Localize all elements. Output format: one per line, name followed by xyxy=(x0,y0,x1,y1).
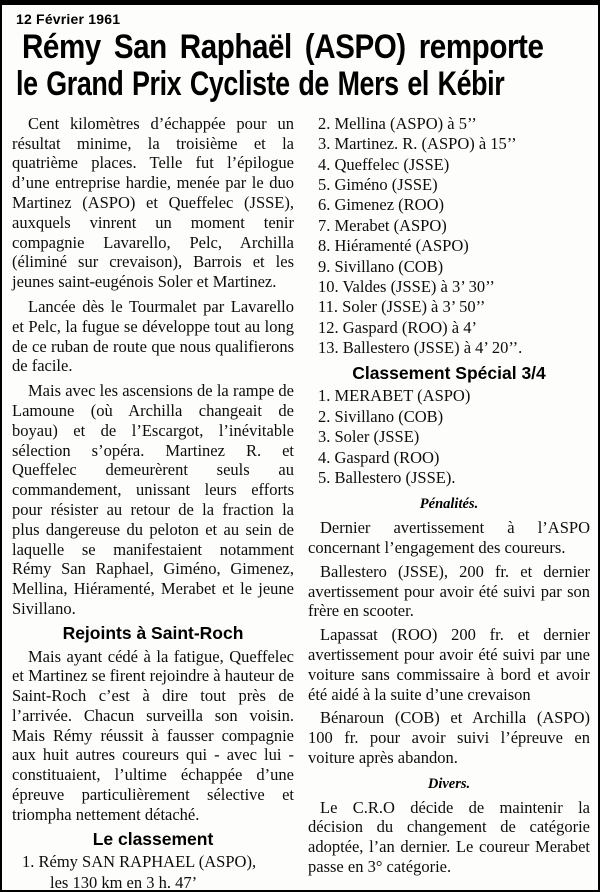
article-headline xyxy=(16,29,592,104)
subheading-classement-special: Classement Spécial 3/4 xyxy=(352,362,546,383)
headline-line-2: le Grand Prix Cycliste de Mers el Kébir xyxy=(16,65,505,104)
special-result-item: 3. Soler (JSSE) xyxy=(318,427,420,447)
paragraph-intro: Cent kilomètres d’échappée pour un résultat minime, la troisième et la quatrième places. Telle fut l’épilogue d’une entreprise hardie, menée par le duo Martinez (ASPO) et Queffelec (JSSE), auxquels vinrent un moment tenir compagnie Lavarello, Pelc, Archilla (éliminé sur crevaison), Barrois et les jeunes saint-eugénois Soler et Martinez. xyxy=(12,113,294,292)
result-item: 12. Gaspard (ROO) à 4’ xyxy=(318,317,477,337)
result-item: 9. Sivillano (COB) xyxy=(318,256,444,276)
special-result-item: 1. MERABET (ASPO) xyxy=(318,386,471,406)
subheading-penalites: Pénalités. xyxy=(419,496,479,513)
divers-paragraph: Le C.R.O décide de maintenir la décision du changement de catégorie adoptée, l’an dernier. Le coureur Merabet passe en 3° catégorie. xyxy=(308,797,590,877)
subheading-classement: Le classement xyxy=(92,828,214,849)
left-column xyxy=(12,114,294,892)
penalty-lapassat: Lapassat (ROO) 200 fr. et dernier avertissement pour avoir été suivi par une voiture sans commissaire à bord et avoir été aidé à la suite d’une crevaison xyxy=(308,625,590,704)
penalty-benaroun: Bénaroun (COB) et Archilla (ASPO) 100 fr. pour avoir suivi l’épreuve en voiture après abandon. xyxy=(308,708,590,768)
special-result-item: 4. Gaspard (ROO) xyxy=(318,447,440,467)
result-item: 10. Valdes (JSSE) à 3’ 30’’ xyxy=(318,277,495,297)
result-item: 2. Mellina (ASPO) à 5’’ xyxy=(318,113,477,133)
subheading-rejoints: Rejoints à Saint-Roch xyxy=(62,622,244,643)
article-date: 12 Février 1961 xyxy=(16,11,121,27)
headline-line-1: Rémy San Raphaël (ASPO) remporte xyxy=(22,28,544,66)
result-item: 6. Gimenez (ROO) xyxy=(318,195,445,215)
result-item: 13. Ballestero (JSSE) à 4’ 20’’. xyxy=(318,338,523,358)
special-results-list xyxy=(308,386,590,488)
result-item: 8. Hiéramenté (ASPO) xyxy=(318,236,469,256)
result-item: 11. Soler (JSSE) à 3’ 50’’ xyxy=(318,297,486,317)
winner-entry xyxy=(12,852,294,892)
paragraph-selection: Mais avec les ascensions de la rampe de Lamoune (où Archilla changeait de boyau) et de l’Escargot, l’inévitable sélection s’opéra. Martinez R. et Queffelec demeurèrent seuls au commandement, unissant leurs efforts pour résister au retour de la fraction la plus dangereuse du peloton et au sein de laquelle se manifestaient notamment Rémy San Raphael, Giméno, Gimenez, Mellina, Hiéramenté, Merabet et le jeune Sivillano. xyxy=(12,381,294,618)
penalty-aspo: Dernier avertissement à l’ASPO concernant l’engagement des coureurs. xyxy=(308,518,590,558)
result-item: 7. Merabet (ASPO) xyxy=(318,215,447,235)
right-column xyxy=(308,114,590,892)
subheading-divers: Divers. xyxy=(427,775,471,792)
special-result-item: 2. Sivillano (COB) xyxy=(318,406,444,426)
result-item: 4. Queffelec (JSSE) xyxy=(318,154,450,174)
paragraph-finale: Mais ayant cédé à la fatigue, Queffelec et Martinez se firent rejoindre à hauteur de Saint-Roch c’est à dire tout près de l’arrivée. Chacun surveilla son voisin. Mais Rémy réussit à fausser compagnie aux huit autres coureurs qui - avec lui - constituaient, l’ultime échappée d’une épreuve particulièrement sélective et triompha nettement détaché. xyxy=(12,646,294,824)
result-item: 3. Martinez. R. (ASPO) à 15’’ xyxy=(318,134,517,154)
winner-line-2: les 130 km en 3 h. 47’ xyxy=(50,872,198,892)
article-body xyxy=(6,111,592,892)
result-item: 5. Giméno (JSSE) xyxy=(318,175,438,194)
penalty-ballestero: Ballestero (JSSE), 200 fr. et dernier avertissement pour avoir été suivi par son frère en scooter. xyxy=(308,561,590,621)
winner-line-1: 1. Rémy SAN RAPHAEL (ASPO), xyxy=(22,852,257,872)
paragraph-tourmalet: Lancée dès le Tourmalet par Lavarello et Pelc, la fugue se développe tout au long de ce ruban de route que nous qualifierons de facile. xyxy=(12,296,294,376)
results-list xyxy=(308,114,590,359)
special-result-item: 5. Ballestero (JSSE). xyxy=(318,468,456,488)
